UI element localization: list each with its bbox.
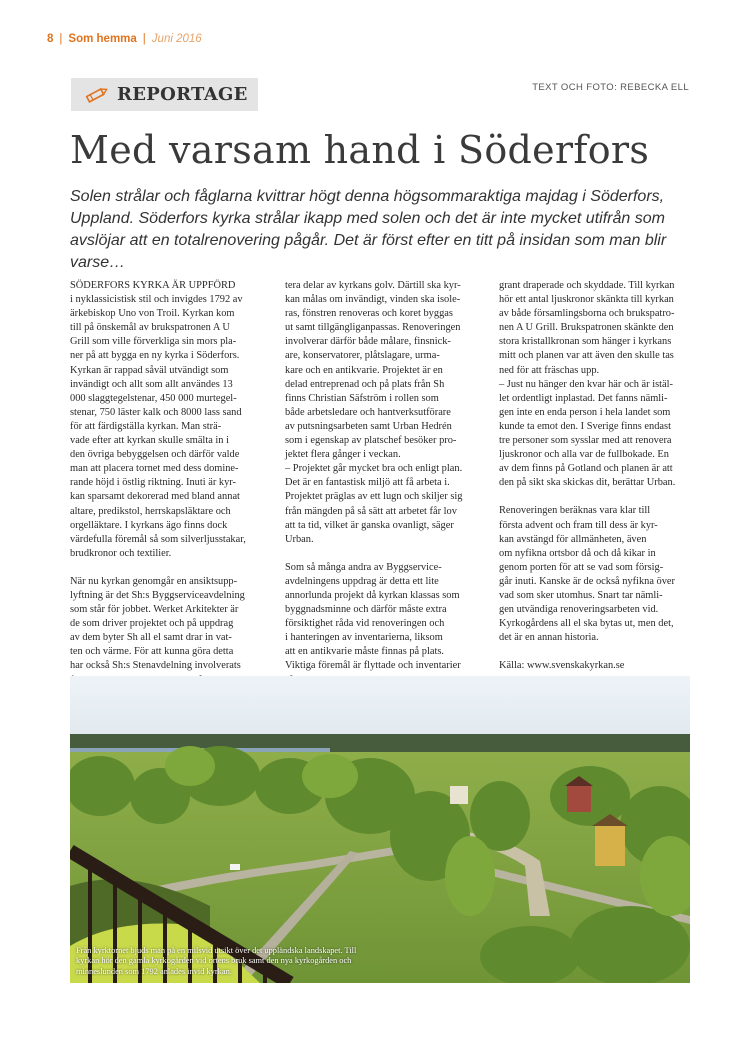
text-line: jektet flera gånger i veckan.	[285, 449, 401, 461]
pencil-icon	[83, 86, 109, 104]
header-separator: |	[142, 33, 146, 45]
text-line: till på önskemål av brukspatronen A U	[70, 322, 230, 334]
text-line: annorlunda projekt då kyrkan klassas som	[285, 589, 460, 601]
text-line: för att färdigställa kyrkan. Man strä-	[70, 420, 222, 432]
text-line: 000 slaggtegelstenar, 450 000 murtegel-	[70, 392, 237, 404]
text-line: Kyrkogårdens all el ska bytas ut, men det,	[499, 618, 674, 630]
text-line: går inuti. Kanske är de också nyfikna över	[499, 575, 676, 587]
text-line: avdelningens uppdrag är detta ett lite	[285, 575, 439, 587]
magazine-name: Som hemma	[68, 33, 137, 45]
text-line: invändigt och allt som allt användes 13	[70, 378, 233, 390]
text-line: Viktiga föremål är flyttade och inventarier	[285, 660, 461, 672]
text-column-1	[70, 279, 256, 688]
header-separator: |	[59, 33, 63, 45]
text-line: stora kristallkronan som hänger i kyrkans	[499, 336, 672, 348]
running-header	[47, 33, 202, 45]
caption-line: kyrkan hör den gamla kyrkogården vid ortens bruk samt den nya kyrkogården och	[76, 956, 352, 965]
ingress: Solen strålar och fåglarna kvittrar högt denna högsommaraktiga majdag i Söderfors, Uppland. Söderfors kyrka strålar ikapp med solen och det är inte mycket utifrån som avslöjar att en totalrenovering pågår. Det är först efter en titt på insidan som man blir varse…	[70, 188, 667, 271]
text-line: tre personer som sysslar med att renovera	[499, 435, 672, 447]
text-line: kan avstängd för allmänheten, även	[499, 533, 647, 545]
paragraph	[285, 279, 471, 547]
text-line: de som driver projektet och på uppdrag	[70, 618, 234, 630]
text-line: stenar, 750 läster kalk och 8000 lass sand	[70, 406, 242, 418]
text-line: nen A U Grill. Brukspatronen skänkte den	[499, 322, 674, 334]
text-line: att en antikvarie måste finnas på plats.	[285, 646, 444, 658]
text-line: ljuskronor och alla var de fullbokade. En	[499, 449, 669, 461]
paragraph	[499, 279, 685, 490]
text-line: byggnadsminne och därför måste extra	[285, 604, 447, 616]
text-line: det är en annan historia.	[499, 632, 599, 644]
text-line: både arbetsledare och hantverksutförare	[285, 406, 451, 418]
text-line: Kyrkan är rappad såväl utvändigt som	[70, 364, 229, 376]
text-line: från mängden på så sätt att arbetet får lov	[285, 505, 457, 517]
text-line: värdefulla föremål så som silverljusstakar,	[70, 533, 246, 545]
byline: TEXT OCH FOTO: REBECKA ELL	[532, 82, 689, 93]
text-line: ras, fönstren renoveras och koret byggas	[285, 308, 453, 320]
text-column-2	[285, 279, 471, 688]
text-line: ärkebiskop Uno von Troil. Kyrkan kom	[70, 308, 235, 320]
text-line: som i egenskap av platschef besöker pro-	[285, 435, 457, 447]
text-line: den på sikt ska skickas dit, berättar Urban.	[499, 477, 676, 489]
text-line: att ta tid, vilket är ganska ovanligt, säger	[285, 519, 454, 531]
text-line: kan målas om invändigt, vinden ska isole-	[285, 294, 461, 306]
landscape-photo	[70, 676, 690, 983]
text-line: Projektet präglas av ett lugn och skiljer sig	[285, 491, 463, 503]
paragraph	[499, 659, 685, 673]
text-line: När nu kyrkan genomgår en ansiktsupp-	[70, 575, 238, 587]
text-line: mitt och planen var att även den skulle tas	[499, 350, 674, 362]
text-line: – Just nu hänger den kvar här och är istäl-	[499, 378, 673, 390]
paragraph	[70, 575, 256, 688]
text-line: om nyfikna ortsbor då och då kikar in	[499, 547, 656, 559]
text-line: SÖDERFORS KYRKA ÄR UPPFÖRD	[70, 280, 236, 291]
section-label: REPORTAGE	[117, 84, 248, 105]
text-line: ten och värme. För att kunna göra detta	[70, 646, 234, 658]
text-line: av putsningsarbeten samt Urban Hedrén	[285, 420, 452, 432]
text-line: altare, predikstol, herrskapsläktare och	[70, 505, 231, 517]
text-line: tera delar av kyrkans golv. Därtill ska kyr-	[285, 280, 461, 291]
text-line: av både församlingsborna och brukspatro-	[499, 308, 675, 320]
issue-date: Juni 2016	[151, 33, 202, 45]
text-line: försiktighet råda vid renoveringen och	[285, 618, 445, 630]
text-line: vade efter att kyrkan skulle smälta in i	[70, 435, 229, 447]
paragraph	[285, 561, 471, 688]
paragraph	[70, 279, 256, 561]
text-line: involverar därför både målare, finsnick-	[285, 336, 451, 348]
text-line: grant draperade och skyddade. Till kyrkan	[499, 280, 675, 291]
text-line: man att placera tornet med dess domine-	[70, 463, 239, 475]
text-line: av dem finns på Gotland och planen är att	[499, 463, 673, 475]
text-line: Som så många andra av Byggservice-	[285, 561, 442, 573]
caption-line: Från kyrktornet bjuds man på en milsvid utsikt över det uppländska landskapet. Till	[76, 945, 357, 955]
text-column-3	[499, 279, 685, 673]
text-line: av dem byter Sh all el samt drar in vat-	[70, 632, 232, 644]
text-line: vad som sker utomhus. Snart tar nämli-	[499, 589, 663, 601]
landscape-image	[70, 676, 690, 983]
text-line: finns Christian Säfström i rollen som	[285, 392, 439, 404]
text-line: let ordentligt inplastad. Det fanns nämli-	[499, 392, 668, 404]
text-line: Det är en fantastisk miljö att få arbeta i.	[285, 477, 450, 489]
text-line: orgelläktare. I kyrkans ägo finns dock	[70, 519, 228, 531]
section-tag	[71, 78, 258, 111]
text-line: Urban.	[285, 533, 314, 545]
caption-line: minneslunden som 1792 anlades invid kyrkan.	[76, 966, 232, 976]
text-line: delad entreprenad och på plats från Sh	[285, 378, 445, 390]
text-line: rande höjd i östlig riktning. Inuti är kyr-	[70, 477, 237, 489]
text-line: – Projektet går mycket bra och enligt plan.	[285, 463, 463, 475]
paragraph	[499, 504, 685, 645]
text-line: i nyklassicistisk stil och invigdes 1792 av	[70, 294, 243, 306]
text-line: ner på att bygga en ny kyrka i Söderfors.	[70, 350, 240, 362]
headline: Med varsam hand i Söderfors	[70, 128, 650, 172]
text-line: har också Sh:s Stenavdelning involverats	[70, 660, 241, 672]
text-line: ut samt tillgängliganpassas. Renoveringen	[285, 322, 461, 334]
text-line: hör ett antal ljuskronor skänkta till kyrkan	[499, 294, 674, 306]
text-line: kare och en antikvarie. Projektet är en	[285, 364, 443, 376]
text-line: ned för att fräschas upp.	[499, 364, 600, 376]
text-line: i hanteringen av inventarierna, liksom	[285, 632, 443, 644]
text-line: som står för jobbet. Werket Arkitekter är	[70, 604, 239, 616]
text-line: lyftning är det Sh:s Byggserviceavdelning	[70, 589, 245, 601]
text-line: Grill som ville förverkliga sin mors pla-	[70, 336, 237, 348]
text-line: Renoveringen beräknas vara klar till	[499, 505, 651, 517]
text-line: genom porten för att se vad som försig-	[499, 561, 664, 573]
text-line: första advent och fram till dess är kyr-	[499, 519, 658, 531]
text-line: gen inte en enda person i hela landet som	[499, 406, 671, 418]
photo-caption	[76, 946, 396, 978]
text-line: kunde ta emot den. I Sverige finns endast	[499, 420, 671, 432]
text-line: kan sparsamt dekorerad med bland annat	[70, 491, 240, 503]
text-line: Källa: www.svenskakyrkan.se	[499, 660, 625, 672]
text-line: are, konservatorer, plåtslagare, urma-	[285, 350, 440, 362]
text-line: den övriga bebyggelsen och därför valde	[70, 449, 240, 461]
text-line: brudkronor och textilier.	[70, 547, 172, 559]
text-line: gen utvändiga renoveringsarbeten vid.	[499, 604, 659, 616]
page-number: 8	[47, 33, 54, 45]
